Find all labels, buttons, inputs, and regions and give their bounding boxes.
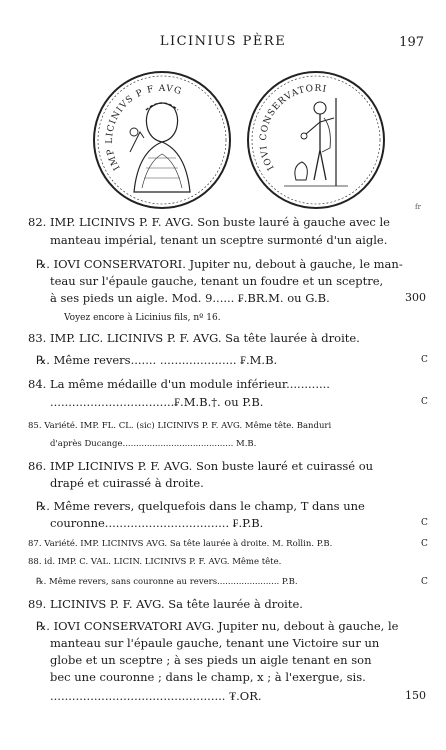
- entry-89-reverse-line-1: ℞. IOVI CONSERVATORI AVG. Jupiter nu, debout à gauche, le: [36, 619, 399, 633]
- reverse-legend: IOVI CONSERVATORI: [258, 83, 328, 172]
- rarity-86: C: [421, 518, 428, 528]
- coin-reverse-illustration: [244, 68, 388, 212]
- rarity-88: C: [421, 577, 428, 587]
- entry-86-reverse-line-2: couronne.................................. ₣.P.B.: [50, 516, 264, 530]
- entry-88-reverse: ℞. Même revers, sans couronne au revers....................... P.B.: [36, 577, 298, 587]
- entry-82-reverse-line-1: ℞. IOVI CONSERVATORI. Jupiter nu, debout à gauche, le man-: [36, 257, 403, 271]
- rarity-82: 300: [405, 291, 426, 304]
- entry-89-line-1: 89. LICINIVS P. F. AVG. Sa tête laurée à droite.: [28, 597, 303, 611]
- rarity-83: C: [421, 355, 428, 365]
- entry-82-reverse-line-2: teau sur l'épaule gauche, tenant un foudre et un sceptre,: [50, 274, 384, 288]
- entry-87: 87. Variété. IMP. LICINIVS AVG. Sa tête laurée à droite. M. Rollin. P.B.: [28, 539, 333, 549]
- page-header: [0, 34, 446, 54]
- entry-89-reverse-line-2: manteau sur l'épaule gauche, tenant une Victoire sur un: [50, 636, 380, 650]
- entry-82-line-2: manteau impérial, tenant un sceptre surmonté d'un aigle.: [50, 233, 388, 247]
- entry-84-line-1: 84. La même médaille d'un module inférieur............: [28, 377, 330, 391]
- entry-86-line-2: drapé et cuirassé à droite.: [50, 476, 204, 490]
- entry-86-line-1: 86. IMP LICINIVS P. F. AVG. Son buste lauré et cuirassé ou: [28, 459, 374, 473]
- entry-83-reverse: ℞. Même revers....... ..................... ₣.M.B.: [36, 353, 278, 367]
- rarity-89: 150: [405, 689, 426, 702]
- entry-82-see-also: Voyez encore à Licinius fils, nº 16.: [64, 313, 221, 323]
- entry-89-reverse-line-5: ................................................ ₮.OR.: [50, 689, 262, 703]
- svg-text:IOVI CONSERVATORI: [259, 84, 328, 172]
- page-number: 197: [399, 35, 424, 50]
- obverse-legend: IMP LICINIVS P F AVG: [104, 83, 184, 172]
- entry-85-line-2: d'après Ducange......................................... M.B.: [50, 439, 257, 449]
- rarity-84: C: [421, 397, 428, 407]
- coin-obverse-illustration: [90, 68, 234, 212]
- entry-89-reverse-line-4: bec une couronne ; dans le champ, x ; à l'exergue, sis.: [50, 670, 366, 684]
- running-title: LICINIUS PÈRE: [159, 34, 287, 49]
- entry-88: 88. id. IMP. C. VAL. LICIN. LICINIVS P. F. AVG. Même tête.: [28, 557, 282, 567]
- entry-82-reverse-line-3: à ses pieds un aigle. Mod. 9...... ₣.BR.M. ou G.B.: [50, 291, 330, 305]
- rarity-87: C: [421, 539, 428, 549]
- entry-84-line-2: ..................................₣.M.B.†. ou P.B.: [50, 395, 264, 409]
- entry-86-reverse-line-1: ℞. Même revers, quelquefois dans le champ, T dans une: [36, 499, 365, 513]
- entry-89-reverse-line-3: globe et un sceptre ; à ses pieds un aigle tenant en son: [50, 653, 372, 667]
- entry-83-line-1: 83. IMP. LIC. LICINIVS P. F. AVG. Sa tête laurée à droite.: [28, 331, 360, 345]
- entry-85-line-1: 85. Variété. IMP. FL. CL. (sic) LICINIVS P. F. AVG. Même tête. Banduri: [28, 421, 332, 431]
- entry-82-line-1: 82. IMP. LICINIVS P. F. AVG. Son buste lauré à gauche avec le: [28, 215, 390, 229]
- margin-note: fr: [415, 203, 421, 211]
